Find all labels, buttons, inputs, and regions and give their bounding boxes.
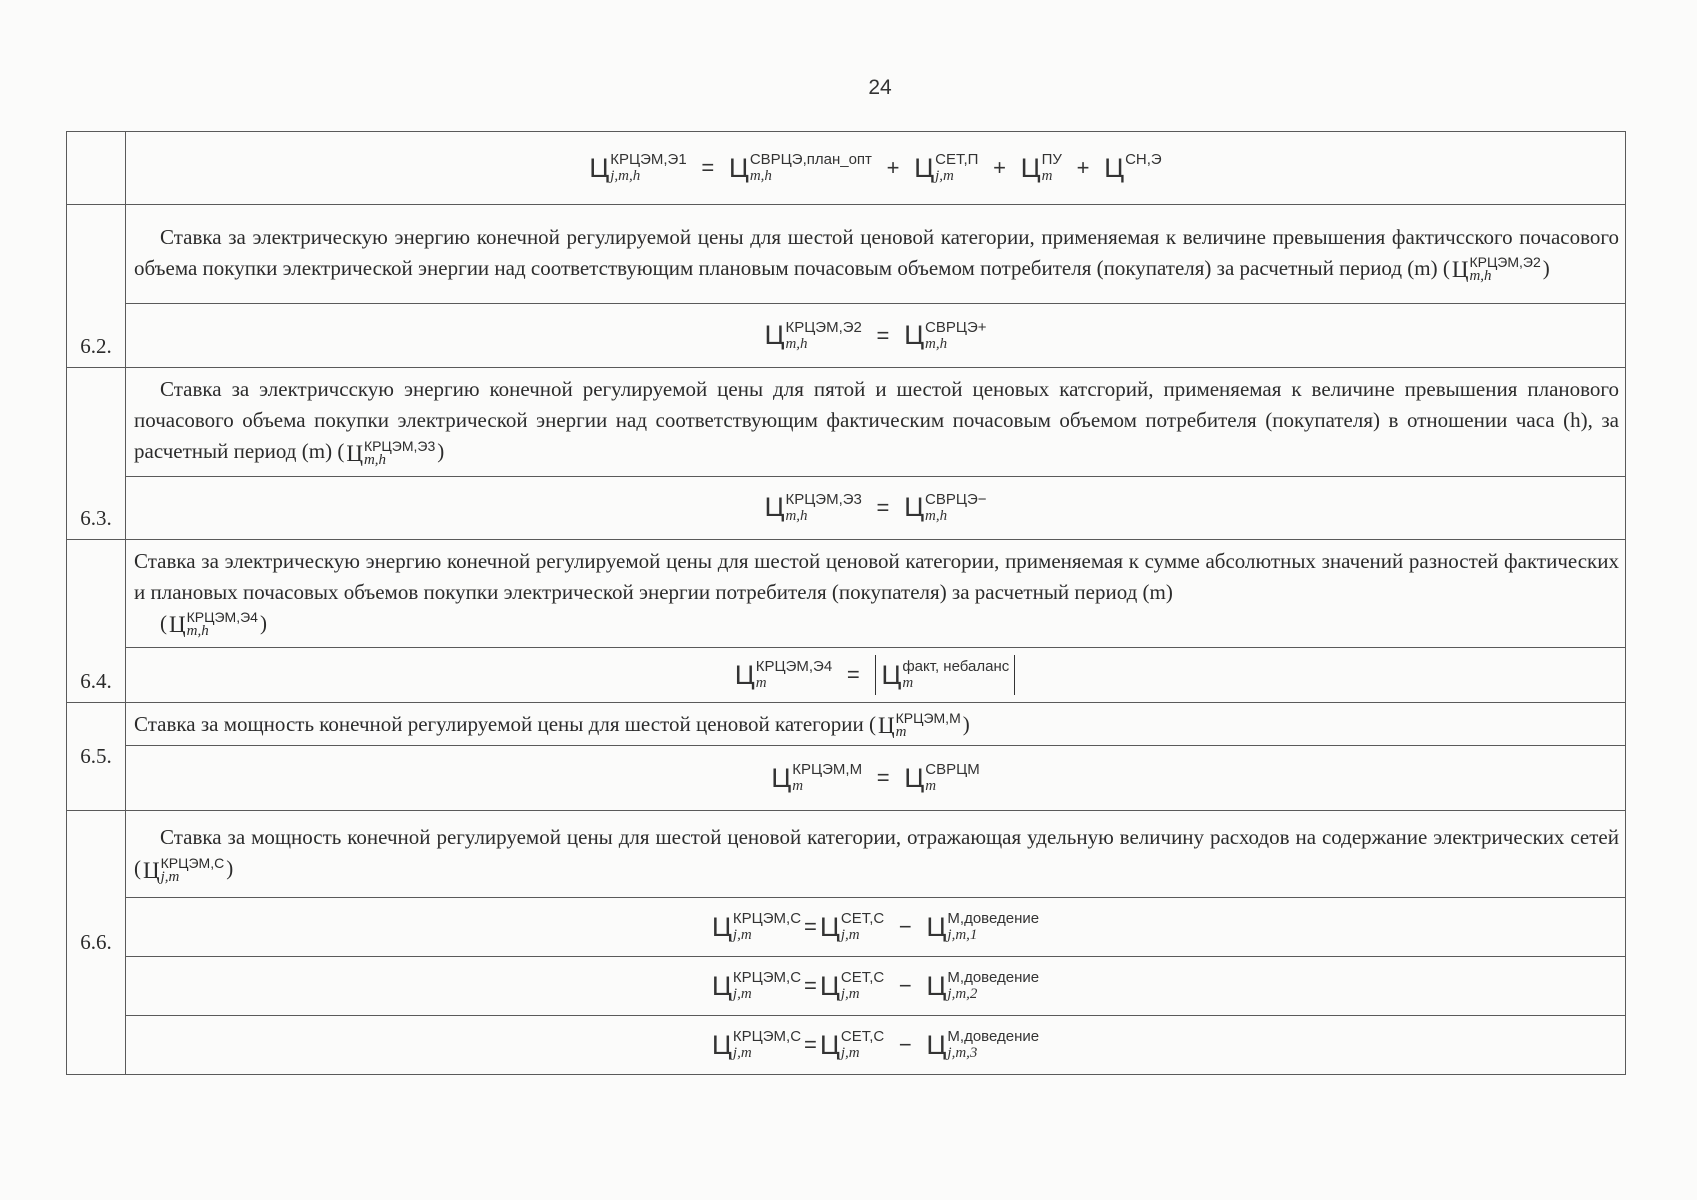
formula-term: Ц СН,Э (1104, 151, 1162, 183)
formula-cell (126, 1016, 1626, 1075)
absolute-value-bar-left (875, 655, 876, 695)
formula-c1: Ц КРЦЭМ,С j,m = Ц СЕТ,С j,m − Ц М,доведение j,m,1 (711, 910, 1040, 944)
formula-cell (126, 898, 1626, 957)
row-number-cell (67, 132, 126, 205)
formula-e2: Ц КРЦЭМ,Э2 m,h = Ц СВРЦЭ+ m,h (764, 318, 987, 352)
formula-m: Ц КРЦЭМ,М m = Ц СВРЦМ m (771, 761, 980, 795)
description-6-5: Ставка за мощность конечной регулируемой цены для шестой ценовой категории (Ц КРЦЭМ,М m ) (126, 703, 1626, 746)
table-row (67, 811, 1626, 898)
description-6-2: Ставка за электрическую энергию конечной регулируемой цены для шестой ценовой категории, применяемая к величине превышения фактичсского почасового объема покупки электрической энергии над соответствующим плановым почасовым объемом потребителя (покупателя) за расчетный период (m) (Ц КРЦЭМ,Э2 m,h ) (126, 205, 1626, 304)
table-row (67, 957, 1626, 1016)
table-row (67, 539, 1626, 648)
table-row (67, 1016, 1626, 1075)
absolute-value-bar-right (1014, 655, 1015, 695)
row-number-6-4: 6.4. (67, 539, 126, 703)
table-row (67, 205, 1626, 304)
row-number-6-2: 6.2. (67, 205, 126, 368)
table-row (67, 648, 1626, 703)
description-6-6: Ставка за мощность конечной регулируемой цены для шестой ценовой категории, отражающая удельную величину расходов на содержание электрических сетей (Ц КРЦЭМ,С j,m ) (126, 811, 1626, 898)
row-number-6-5: 6.5. (67, 703, 126, 811)
formula-c3: Ц КРЦЭМ,С j,m = Ц СЕТ,С j,m − Ц М,доведение j,m,3 (711, 1028, 1040, 1062)
formula-cell (126, 476, 1626, 539)
formula-cell (126, 304, 1626, 368)
formula-cell (126, 132, 1626, 205)
table-row (67, 746, 1626, 811)
row-number-6-6: 6.6. (67, 811, 126, 1075)
description-6-4: Ставка за электрическую энергию конечной регулируемой цены для шестой ценовой категории, применяемая к сумме абсолютных значений разностей фактических и плановых почасовых объемов покупки электрической энергии потребителя (покупателя) за расчетный период (m) (Ц КРЦЭМ,Э4 m,h ) (126, 539, 1626, 648)
formula-cell (126, 746, 1626, 811)
page-number: 24 (868, 76, 892, 99)
formula-e1: Ц КРЦЭМ,Э1 j,m,h = Ц СВРЦЭ,план_опт m,h + Ц СЕТ,П j,m + Ц ПУ m + Ц СН,Э (589, 151, 1162, 184)
formula-cell (126, 957, 1626, 1016)
formula-e3: Ц КРЦЭМ,Э3 m,h = Ц СВРЦЭ− m,h (764, 490, 987, 524)
formula-term: Ц ПУ m (1020, 151, 1062, 184)
tariff-table (66, 131, 1626, 1075)
formula-term: Ц СВРЦЭ,план_опт m,h (728, 151, 872, 184)
formula-c2: Ц КРЦЭМ,С j,m = Ц СЕТ,С j,m − Ц М,доведение j,m,2 (711, 969, 1040, 1003)
table-row (67, 368, 1626, 477)
table-row (67, 898, 1626, 957)
formula-term: Ц КРЦЭМ,Э2 m,h (1451, 254, 1541, 285)
formula-e4: Ц КРЦЭМ,Э4 m = Ц факт, небаланс m (733, 661, 1018, 688)
formula-term: Ц КРЦЭМ,Э1 j,m,h (589, 151, 687, 184)
formula-cell (126, 648, 1626, 703)
table-row (67, 703, 1626, 746)
table-row (67, 304, 1626, 368)
formula-term: Ц СЕТ,П j,m (914, 151, 979, 184)
description-6-3: Ставка за электричсскую энергию конечной регулируемой цены для пятой и шестой ценовых катсгорий, применяемая к величине превышения планового почасового объема покупки электрической энергии над соответствующим фактическим почасовым объемом потребителя (покупателя) в отношении часа (h), за расчетный период (m) (Ц КРЦЭМ,Э3 m,h ) (126, 368, 1626, 477)
table-row (67, 476, 1626, 539)
table-row (67, 132, 1626, 205)
row-number-6-3: 6.3. (67, 368, 126, 540)
